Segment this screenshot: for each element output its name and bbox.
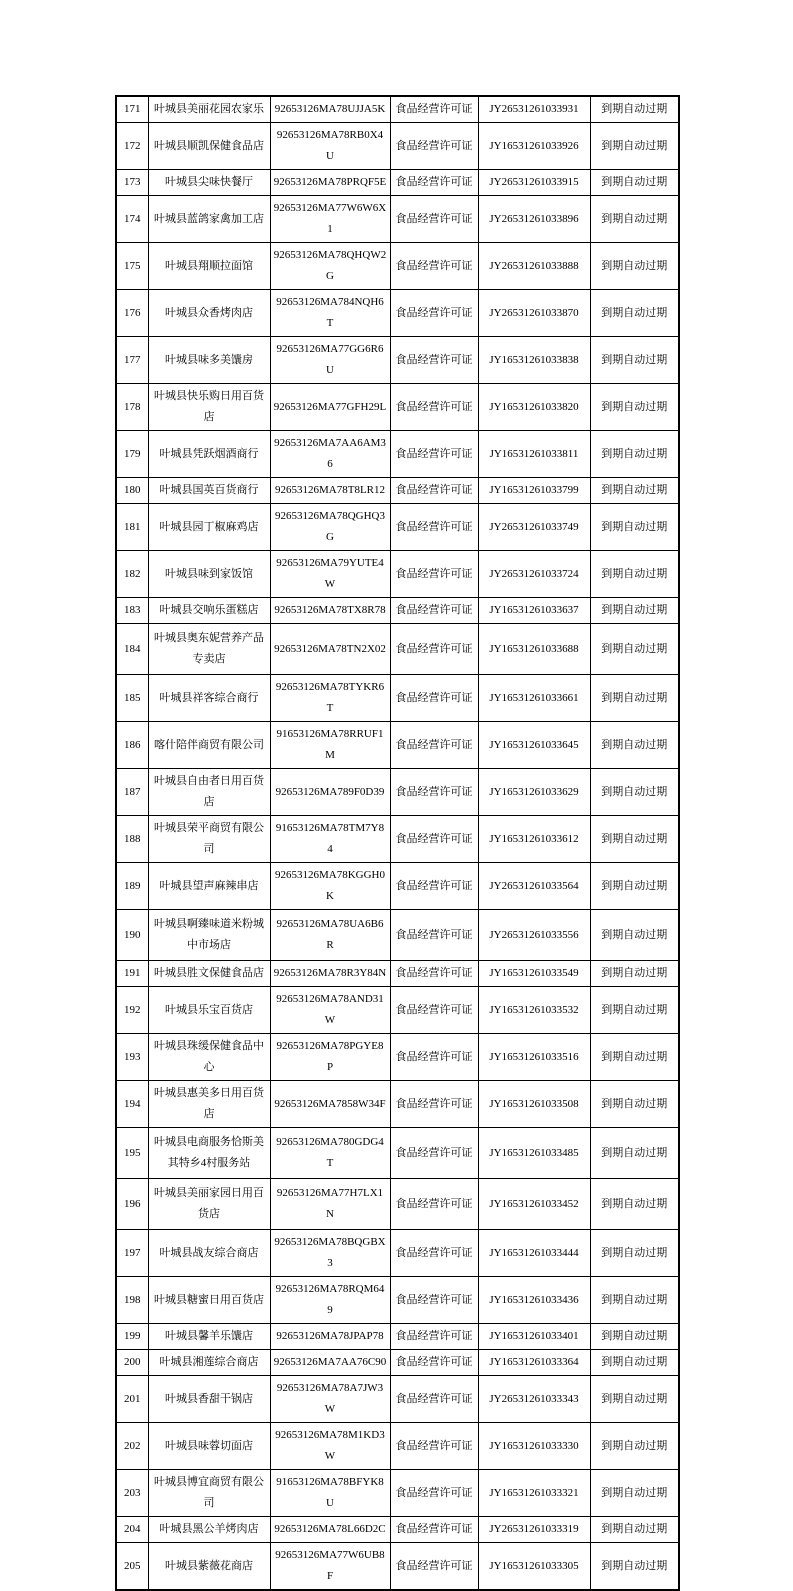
license-number-cell: JY16531261033811 <box>478 431 590 478</box>
credit-code-cell: 92653126MA78TN2X02 <box>270 624 390 675</box>
business-name-cell: 叶城县味到家饭馆 <box>148 551 270 598</box>
license-number-cell: JY26531261033931 <box>478 96 590 123</box>
license-type-cell: 食品经营许可证 <box>390 1470 478 1517</box>
status-cell: 到期自动过期 <box>590 1423 679 1470</box>
row-index-cell: 200 <box>116 1350 148 1376</box>
row-index-cell: 188 <box>116 816 148 863</box>
credit-code-cell: 92653126MA77W6W6X1 <box>270 196 390 243</box>
license-type-cell: 食品经营许可证 <box>390 987 478 1034</box>
status-cell: 到期自动过期 <box>590 337 679 384</box>
license-number-cell: JY16531261033508 <box>478 1081 590 1128</box>
license-number-cell: JY16531261033661 <box>478 675 590 722</box>
row-index-cell: 173 <box>116 170 148 196</box>
status-cell: 到期自动过期 <box>590 96 679 123</box>
table-row <box>116 431 679 478</box>
license-type-cell: 食品经营许可证 <box>390 1128 478 1179</box>
license-type-cell: 食品经营许可证 <box>390 551 478 598</box>
status-cell: 到期自动过期 <box>590 243 679 290</box>
business-name-cell: 叶城县糖蜜日用百货店 <box>148 1277 270 1324</box>
status-cell: 到期自动过期 <box>590 910 679 961</box>
status-cell: 到期自动过期 <box>590 863 679 910</box>
table-row <box>116 1324 679 1350</box>
row-index-cell: 172 <box>116 123 148 170</box>
credit-code-cell: 92653126MA78PGYE8P <box>270 1034 390 1081</box>
credit-code-cell: 91653126MA78TM7Y84 <box>270 816 390 863</box>
row-index-cell: 201 <box>116 1376 148 1423</box>
status-cell: 到期自动过期 <box>590 290 679 337</box>
credit-code-cell: 92653126MA78RQM649 <box>270 1277 390 1324</box>
license-number-cell: JY26531261033749 <box>478 504 590 551</box>
status-cell: 到期自动过期 <box>590 961 679 987</box>
table-row <box>116 96 679 123</box>
business-name-cell: 叶城县乐宝百货店 <box>148 987 270 1034</box>
row-index-cell: 182 <box>116 551 148 598</box>
license-type-cell: 食品经营许可证 <box>390 123 478 170</box>
row-index-cell: 175 <box>116 243 148 290</box>
credit-code-cell: 92653126MA78TYKR6T <box>270 675 390 722</box>
table-row <box>116 1376 679 1423</box>
license-number-cell: JY16531261033637 <box>478 598 590 624</box>
status-cell: 到期自动过期 <box>590 431 679 478</box>
table-row <box>116 722 679 769</box>
table-row <box>116 987 679 1034</box>
business-name-cell: 叶城县国英百货商行 <box>148 478 270 504</box>
license-number-cell: JY26531261033724 <box>478 551 590 598</box>
credit-code-cell: 92653126MA78L66D2C <box>270 1517 390 1543</box>
table-row <box>116 624 679 675</box>
table-row <box>116 675 679 722</box>
table-row <box>116 243 679 290</box>
license-type-cell: 食品经营许可证 <box>390 769 478 816</box>
license-number-cell: JY16531261033688 <box>478 624 590 675</box>
license-type-cell: 食品经营许可证 <box>390 624 478 675</box>
status-cell: 到期自动过期 <box>590 769 679 816</box>
status-cell: 到期自动过期 <box>590 1179 679 1230</box>
table-row <box>116 910 679 961</box>
license-number-cell: JY16531261033516 <box>478 1034 590 1081</box>
license-number-cell: JY26531261033870 <box>478 290 590 337</box>
credit-code-cell: 92653126MA78KGGH0K <box>270 863 390 910</box>
row-index-cell: 202 <box>116 1423 148 1470</box>
credit-code-cell: 92653126MA7AA76C90 <box>270 1350 390 1376</box>
table-row <box>116 1034 679 1081</box>
table-row <box>116 123 679 170</box>
row-index-cell: 190 <box>116 910 148 961</box>
license-number-cell: JY16531261033485 <box>478 1128 590 1179</box>
business-name-cell: 叶城县顺凯保健食品店 <box>148 123 270 170</box>
business-name-cell: 叶城县啊臻味道米粉城中市场店 <box>148 910 270 961</box>
table-row <box>116 1470 679 1517</box>
credit-code-cell: 92653126MA780GDG4T <box>270 1128 390 1179</box>
license-table-body <box>116 96 679 1590</box>
status-cell: 到期自动过期 <box>590 1034 679 1081</box>
license-number-cell: JY26531261033556 <box>478 910 590 961</box>
status-cell: 到期自动过期 <box>590 1376 679 1423</box>
license-type-cell: 食品经营许可证 <box>390 384 478 431</box>
license-number-cell: JY16531261033799 <box>478 478 590 504</box>
credit-code-cell: 92653126MA77GFH29L <box>270 384 390 431</box>
row-index-cell: 205 <box>116 1543 148 1591</box>
table-row <box>116 1350 679 1376</box>
status-cell: 到期自动过期 <box>590 384 679 431</box>
license-number-cell: JY16531261033436 <box>478 1277 590 1324</box>
business-name-cell: 叶城县电商服务恰斯美其特乡4村服务站 <box>148 1128 270 1179</box>
license-type-cell: 食品经营许可证 <box>390 431 478 478</box>
row-index-cell: 203 <box>116 1470 148 1517</box>
license-type-cell: 食品经营许可证 <box>390 96 478 123</box>
credit-code-cell: 92653126MA78BQGBX3 <box>270 1230 390 1277</box>
business-name-cell: 叶城县望声麻辣串店 <box>148 863 270 910</box>
status-cell: 到期自动过期 <box>590 196 679 243</box>
table-row <box>116 196 679 243</box>
license-number-cell: JY16531261033452 <box>478 1179 590 1230</box>
license-type-cell: 食品经营许可证 <box>390 1324 478 1350</box>
license-number-cell: JY16531261033926 <box>478 123 590 170</box>
credit-code-cell: 92653126MA7AA6AM36 <box>270 431 390 478</box>
license-number-cell: JY16531261033629 <box>478 769 590 816</box>
status-cell: 到期自动过期 <box>590 1277 679 1324</box>
table-row <box>116 1230 679 1277</box>
license-number-cell: JY16531261033305 <box>478 1543 590 1591</box>
table-row <box>116 816 679 863</box>
status-cell: 到期自动过期 <box>590 504 679 551</box>
row-index-cell: 198 <box>116 1277 148 1324</box>
status-cell: 到期自动过期 <box>590 624 679 675</box>
business-name-cell: 叶城县味多美馕房 <box>148 337 270 384</box>
row-index-cell: 186 <box>116 722 148 769</box>
credit-code-cell: 92653126MA78QGHQ3G <box>270 504 390 551</box>
table-row <box>116 961 679 987</box>
license-number-cell: JY16531261033820 <box>478 384 590 431</box>
business-name-cell: 叶城县美丽花园农家乐 <box>148 96 270 123</box>
row-index-cell: 185 <box>116 675 148 722</box>
row-index-cell: 181 <box>116 504 148 551</box>
row-index-cell: 179 <box>116 431 148 478</box>
table-row <box>116 1517 679 1543</box>
business-name-cell: 叶城县味蓉切面店 <box>148 1423 270 1470</box>
license-type-cell: 食品经营许可证 <box>390 1350 478 1376</box>
row-index-cell: 189 <box>116 863 148 910</box>
license-type-cell: 食品经营许可证 <box>390 1034 478 1081</box>
status-cell: 到期自动过期 <box>590 1517 679 1543</box>
credit-code-cell: 92653126MA78JPAP78 <box>270 1324 390 1350</box>
license-number-cell: JY16531261033549 <box>478 961 590 987</box>
row-index-cell: 204 <box>116 1517 148 1543</box>
status-cell: 到期自动过期 <box>590 1470 679 1517</box>
license-type-cell: 食品经营许可证 <box>390 337 478 384</box>
license-type-cell: 食品经营许可证 <box>390 290 478 337</box>
status-cell: 到期自动过期 <box>590 123 679 170</box>
row-index-cell: 191 <box>116 961 148 987</box>
credit-code-cell: 92653126MA78PRQF5E <box>270 170 390 196</box>
status-cell: 到期自动过期 <box>590 722 679 769</box>
license-type-cell: 食品经营许可证 <box>390 1517 478 1543</box>
table-row <box>116 598 679 624</box>
row-index-cell: 174 <box>116 196 148 243</box>
business-name-cell: 叶城县湘莲综合商店 <box>148 1350 270 1376</box>
row-index-cell: 178 <box>116 384 148 431</box>
business-name-cell: 叶城县自由者日用百货店 <box>148 769 270 816</box>
credit-code-cell: 92653126MA78A7JW3W <box>270 1376 390 1423</box>
business-name-cell: 叶城县快乐购日用百货店 <box>148 384 270 431</box>
license-type-cell: 食品经营许可证 <box>390 961 478 987</box>
table-row <box>116 384 679 431</box>
business-name-cell: 叶城县园丁椒麻鸡店 <box>148 504 270 551</box>
credit-code-cell: 92653126MA79YUTE4W <box>270 551 390 598</box>
table-row <box>116 1081 679 1128</box>
license-type-cell: 食品经营许可证 <box>390 1230 478 1277</box>
table-row <box>116 551 679 598</box>
table-row <box>116 1128 679 1179</box>
license-type-cell: 食品经营许可证 <box>390 1423 478 1470</box>
table-row <box>116 478 679 504</box>
license-type-cell: 食品经营许可证 <box>390 504 478 551</box>
license-number-cell: JY16531261033364 <box>478 1350 590 1376</box>
license-type-cell: 食品经营许可证 <box>390 196 478 243</box>
table-row <box>116 337 679 384</box>
status-cell: 到期自动过期 <box>590 1230 679 1277</box>
table-row <box>116 769 679 816</box>
business-name-cell: 叶城县香甜干锅店 <box>148 1376 270 1423</box>
credit-code-cell: 92653126MA7858W34F <box>270 1081 390 1128</box>
row-index-cell: 184 <box>116 624 148 675</box>
table-row <box>116 863 679 910</box>
license-type-cell: 食品经营许可证 <box>390 910 478 961</box>
credit-code-cell: 92653126MA78TX8R78 <box>270 598 390 624</box>
credit-code-cell: 92653126MA78UA6B6R <box>270 910 390 961</box>
credit-code-cell: 92653126MA78R3Y84N <box>270 961 390 987</box>
business-name-cell: 叶城县奥东妮营养产品专卖店 <box>148 624 270 675</box>
business-name-cell: 叶城县凭跃烟酒商行 <box>148 431 270 478</box>
credit-code-cell: 92653126MA78AND31W <box>270 987 390 1034</box>
license-type-cell: 食品经营许可证 <box>390 243 478 290</box>
license-number-cell: JY16531261033330 <box>478 1423 590 1470</box>
business-name-cell: 叶城县交响乐蛋糕店 <box>148 598 270 624</box>
license-table <box>115 95 680 1591</box>
license-number-cell: JY16531261033444 <box>478 1230 590 1277</box>
license-number-cell: JY16531261033645 <box>478 722 590 769</box>
business-name-cell: 叶城县荣平商贸有限公司 <box>148 816 270 863</box>
table-row <box>116 504 679 551</box>
license-number-cell: JY26531261033343 <box>478 1376 590 1423</box>
license-type-cell: 食品经营许可证 <box>390 1179 478 1230</box>
credit-code-cell: 92653126MA78RB0X4U <box>270 123 390 170</box>
credit-code-cell: 92653126MA78M1KD3W <box>270 1423 390 1470</box>
license-type-cell: 食品经营许可证 <box>390 1081 478 1128</box>
business-name-cell: 叶城县惠美多日用百货店 <box>148 1081 270 1128</box>
business-name-cell: 叶城县黑公羊烤肉店 <box>148 1517 270 1543</box>
credit-code-cell: 92653126MA78QHQW2G <box>270 243 390 290</box>
status-cell: 到期自动过期 <box>590 675 679 722</box>
status-cell: 到期自动过期 <box>590 816 679 863</box>
license-number-cell: JY26531261033896 <box>478 196 590 243</box>
credit-code-cell: 92653126MA78UJJA5K <box>270 96 390 123</box>
credit-code-cell: 91653126MA78RRUF1M <box>270 722 390 769</box>
credit-code-cell: 92653126MA77W6UB8F <box>270 1543 390 1591</box>
row-index-cell: 177 <box>116 337 148 384</box>
license-number-cell: JY26531261033319 <box>478 1517 590 1543</box>
license-type-cell: 食品经营许可证 <box>390 1376 478 1423</box>
business-name-cell: 叶城县蓝鸽家禽加工店 <box>148 196 270 243</box>
license-number-cell: JY26531261033564 <box>478 863 590 910</box>
row-index-cell: 187 <box>116 769 148 816</box>
business-name-cell: 叶城县翔顺拉面馆 <box>148 243 270 290</box>
row-index-cell: 195 <box>116 1128 148 1179</box>
status-cell: 到期自动过期 <box>590 1081 679 1128</box>
status-cell: 到期自动过期 <box>590 170 679 196</box>
business-name-cell: 叶城县美丽家园日用百货店 <box>148 1179 270 1230</box>
license-number-cell: JY16531261033838 <box>478 337 590 384</box>
table-row <box>116 170 679 196</box>
license-number-cell: JY26531261033888 <box>478 243 590 290</box>
license-type-cell: 食品经营许可证 <box>390 478 478 504</box>
license-type-cell: 食品经营许可证 <box>390 863 478 910</box>
credit-code-cell: 91653126MA78BFYK8U <box>270 1470 390 1517</box>
credit-code-cell: 92653126MA789F0D39 <box>270 769 390 816</box>
license-number-cell: JY16531261033532 <box>478 987 590 1034</box>
license-type-cell: 食品经营许可证 <box>390 816 478 863</box>
row-index-cell: 193 <box>116 1034 148 1081</box>
table-row <box>116 1543 679 1591</box>
business-name-cell: 喀什陪伴商贸有限公司 <box>148 722 270 769</box>
table-row <box>116 1179 679 1230</box>
license-type-cell: 食品经营许可证 <box>390 598 478 624</box>
row-index-cell: 180 <box>116 478 148 504</box>
license-type-cell: 食品经营许可证 <box>390 675 478 722</box>
row-index-cell: 171 <box>116 96 148 123</box>
credit-code-cell: 92653126MA77H7LX1N <box>270 1179 390 1230</box>
table-row <box>116 1423 679 1470</box>
license-type-cell: 食品经营许可证 <box>390 1543 478 1591</box>
row-index-cell: 197 <box>116 1230 148 1277</box>
row-index-cell: 199 <box>116 1324 148 1350</box>
row-index-cell: 176 <box>116 290 148 337</box>
license-type-cell: 食品经营许可证 <box>390 1277 478 1324</box>
credit-code-cell: 92653126MA78T8LR12 <box>270 478 390 504</box>
row-index-cell: 192 <box>116 987 148 1034</box>
license-number-cell: JY16531261033612 <box>478 816 590 863</box>
row-index-cell: 194 <box>116 1081 148 1128</box>
business-name-cell: 叶城县战友综合商店 <box>148 1230 270 1277</box>
status-cell: 到期自动过期 <box>590 598 679 624</box>
credit-code-cell: 92653126MA77GG6R6U <box>270 337 390 384</box>
row-index-cell: 183 <box>116 598 148 624</box>
status-cell: 到期自动过期 <box>590 1128 679 1179</box>
business-name-cell: 叶城县众香烤肉店 <box>148 290 270 337</box>
license-number-cell: JY16531261033321 <box>478 1470 590 1517</box>
license-number-cell: JY26531261033915 <box>478 170 590 196</box>
business-name-cell: 叶城县珠缓保健食品中心 <box>148 1034 270 1081</box>
table-row <box>116 290 679 337</box>
status-cell: 到期自动过期 <box>590 551 679 598</box>
business-name-cell: 叶城县紫薇花商店 <box>148 1543 270 1591</box>
status-cell: 到期自动过期 <box>590 1543 679 1591</box>
status-cell: 到期自动过期 <box>590 478 679 504</box>
business-name-cell: 叶城县胜文保健食品店 <box>148 961 270 987</box>
status-cell: 到期自动过期 <box>590 1324 679 1350</box>
row-index-cell: 196 <box>116 1179 148 1230</box>
credit-code-cell: 92653126MA784NQH6T <box>270 290 390 337</box>
business-name-cell: 叶城县馨羊乐馕店 <box>148 1324 270 1350</box>
business-name-cell: 叶城县祥客综合商行 <box>148 675 270 722</box>
business-name-cell: 叶城县尖味快餐厅 <box>148 170 270 196</box>
table-row <box>116 1277 679 1324</box>
license-type-cell: 食品经营许可证 <box>390 170 478 196</box>
status-cell: 到期自动过期 <box>590 987 679 1034</box>
status-cell: 到期自动过期 <box>590 1350 679 1376</box>
license-number-cell: JY16531261033401 <box>478 1324 590 1350</box>
license-type-cell: 食品经营许可证 <box>390 722 478 769</box>
business-name-cell: 叶城县博宜商贸有限公司 <box>148 1470 270 1517</box>
